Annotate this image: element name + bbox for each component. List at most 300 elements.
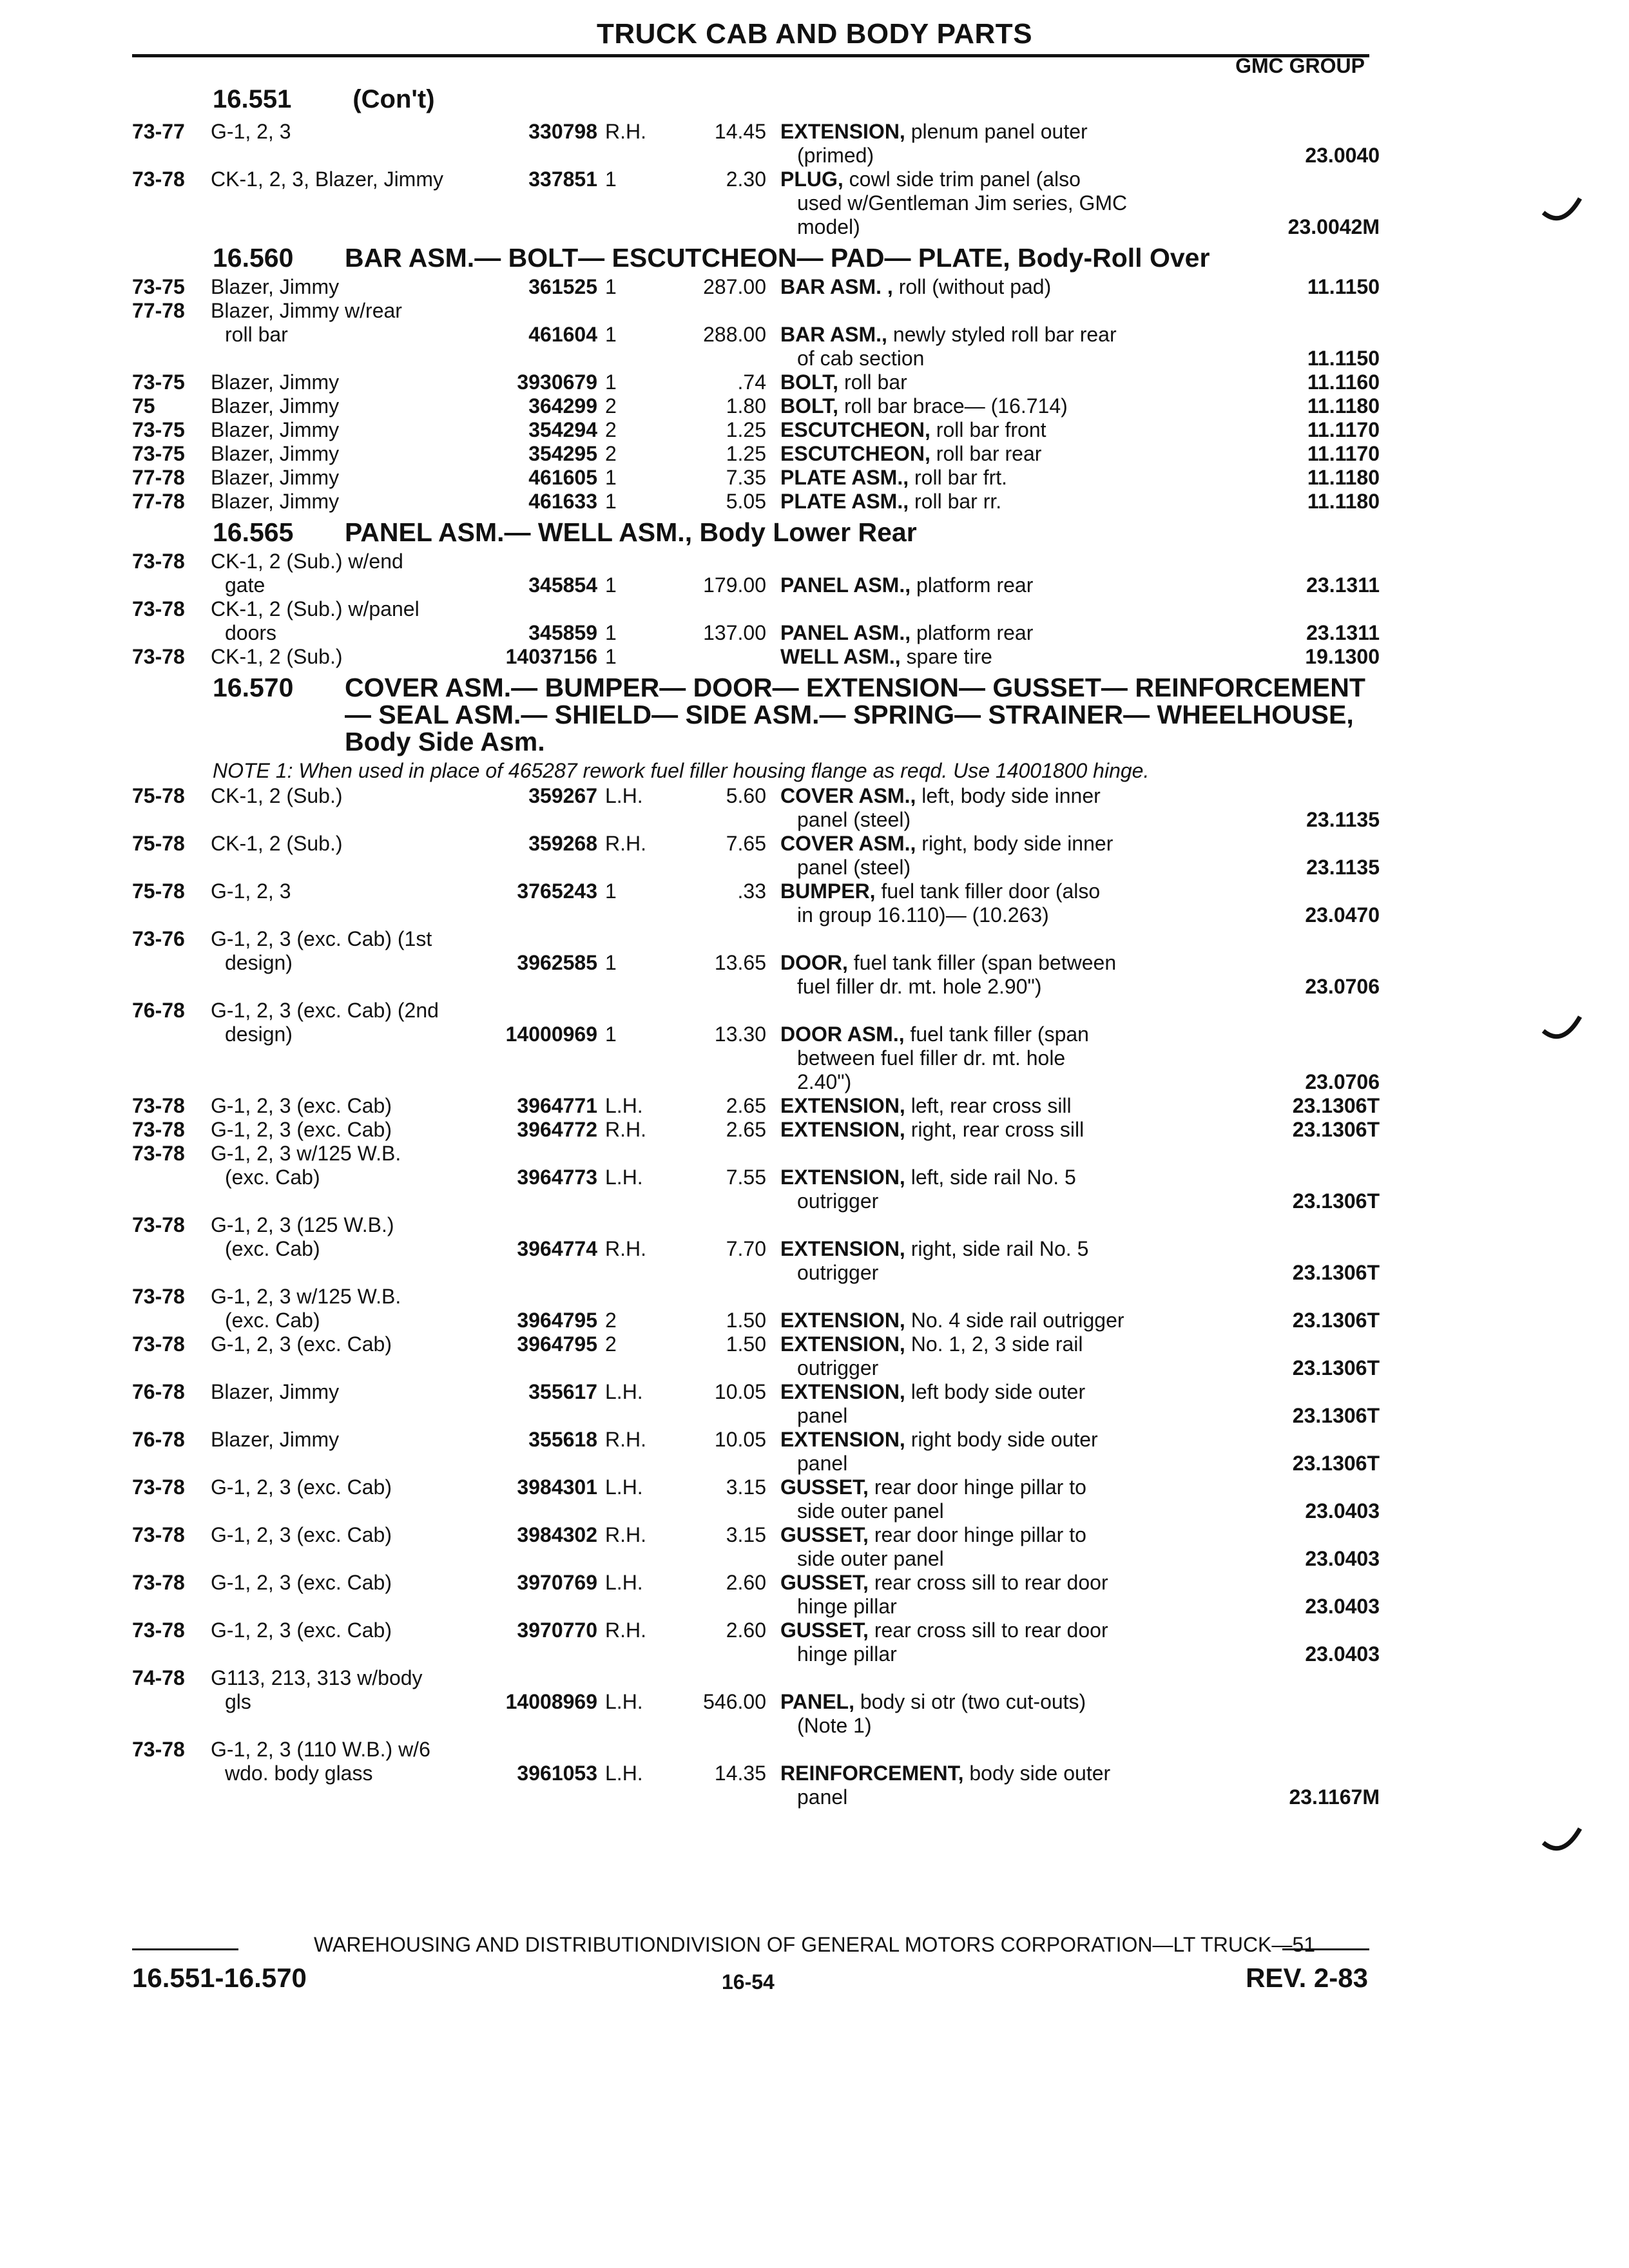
price: 1.25: [726, 442, 766, 465]
part-number: 355617: [528, 1380, 597, 1403]
group-number: 23.1135: [1306, 808, 1380, 831]
group-number-cell: [1206, 1285, 1380, 1332]
quantity-cell: [597, 1380, 664, 1404]
part-number-cell: [494, 1213, 597, 1261]
price: 7.55: [726, 1166, 766, 1189]
group-number: 23.1167M: [1289, 1785, 1380, 1809]
model-application: [211, 1666, 494, 1714]
group-number-cell: [1206, 550, 1380, 597]
quantity-cell: [597, 394, 664, 418]
description-line: right, side rail No. 5: [911, 1237, 1089, 1260]
quantity: L.H.: [605, 1094, 643, 1117]
parts-row: [132, 275, 1380, 299]
parts-row: [132, 597, 1380, 645]
part-number-cell: [494, 1094, 597, 1118]
group-number: 23.0706: [1305, 975, 1380, 998]
model-years: 76-78: [132, 1428, 185, 1451]
quantity: 1: [605, 370, 617, 394]
price: 14.35: [714, 1762, 766, 1785]
part-number-cell: [494, 370, 597, 394]
model-line: gls: [225, 1690, 251, 1713]
parts-list: [132, 120, 1380, 1809]
description-line: fuel filler dr. mt. hole 2.90"): [797, 975, 1042, 998]
description-line: panel (steel): [797, 856, 911, 879]
model-application: [211, 1285, 494, 1332]
part-name: PLUG,: [780, 168, 843, 191]
description-line: rear door hinge pillar to: [874, 1475, 1086, 1499]
description-line: right, rear cross sill: [911, 1118, 1084, 1141]
model-line: Blazer, Jimmy: [211, 418, 340, 441]
part-number: 345859: [528, 621, 597, 644]
part-name: EXTENSION,: [780, 120, 905, 143]
model-line: G-1, 2, 3 (exc. Cab): [211, 1523, 392, 1546]
description: [771, 1666, 1206, 1738]
price-cell: [664, 1332, 771, 1356]
description: [771, 1428, 1206, 1475]
description: [771, 466, 1206, 490]
group-number: 11.1180: [1307, 394, 1380, 418]
quantity: L.H.: [605, 1380, 643, 1403]
part-number-cell: [494, 275, 597, 299]
description: [771, 1571, 1206, 1619]
model-line: doors: [225, 621, 277, 644]
description-line: right, body side inner: [921, 832, 1113, 855]
model-application: [211, 879, 494, 927]
group-number-cell: [1206, 999, 1380, 1094]
description-line: roll bar brace— (16.714): [843, 394, 1068, 418]
group-number: 11.1180: [1307, 466, 1380, 489]
description-line: roll bar rear: [936, 442, 1042, 465]
part-number: 3961053: [517, 1762, 597, 1785]
price: 10.05: [714, 1428, 766, 1451]
part-number-cell: [494, 597, 597, 645]
model-years: 73-75: [132, 370, 185, 394]
group-number-cell: [1206, 418, 1380, 442]
continued-heading: [213, 85, 435, 114]
description: [771, 999, 1206, 1094]
model-years: 73-78: [132, 1738, 185, 1761]
quantity-cell: [597, 879, 664, 903]
group-number-cell: [1206, 370, 1380, 394]
model-application: [211, 1142, 494, 1189]
group-number: 11.1150: [1307, 275, 1380, 298]
model-years: 73-78: [132, 1094, 185, 1117]
quantity: 1: [605, 1023, 617, 1046]
price-cell: [664, 645, 771, 669]
model-line: design): [225, 1023, 293, 1046]
model-application: [211, 1523, 494, 1571]
section-title: PANEL ASM.— WELL ASM., Body Lower Rear: [345, 517, 917, 547]
model-years: 73-75: [132, 418, 185, 441]
part-number: 354294: [528, 418, 597, 441]
part-name: DOOR,: [780, 951, 848, 974]
model-line: G113, 213, 313 w/body: [211, 1666, 423, 1689]
part-name: BOLT,: [780, 394, 839, 418]
quantity-cell: [597, 370, 664, 394]
description-line: side outer panel: [797, 1499, 944, 1523]
model-line: Blazer, Jimmy: [211, 1380, 340, 1403]
model-line: G-1, 2, 3 w/125 W.B.: [211, 1285, 401, 1308]
quantity-cell: [597, 999, 664, 1046]
group-number-cell: [1206, 299, 1380, 370]
description-line: between fuel filler dr. mt. hole: [797, 1046, 1066, 1070]
description-line: roll bar frt.: [914, 466, 1008, 489]
model-application: [211, 1571, 494, 1619]
price-cell: [664, 1523, 771, 1547]
part-number: 14008969: [505, 1690, 597, 1713]
part-name: EXTENSION,: [780, 1309, 905, 1332]
quantity: L.H.: [605, 1571, 643, 1594]
description-line: platform rear: [916, 573, 1034, 597]
price-cell: [664, 879, 771, 903]
model-years: 74-78: [132, 1666, 185, 1689]
continued-section-number: 16.551: [213, 85, 292, 113]
model-application: [211, 168, 494, 239]
part-number: 3964774: [517, 1237, 597, 1260]
model-application: [211, 927, 494, 975]
quantity-cell: [597, 1619, 664, 1642]
parts-row: [132, 490, 1380, 514]
description: [771, 879, 1206, 927]
price: 3.15: [726, 1475, 766, 1499]
model-line: CK-1, 2 (Sub.) w/panel: [211, 597, 419, 620]
price: .33: [737, 879, 766, 903]
model-years: 73-77: [132, 120, 185, 143]
part-number-cell: [494, 418, 597, 442]
description-line: body si otr (two cut-outs): [860, 1690, 1086, 1713]
part-number-cell: [494, 1118, 597, 1142]
model-line: Blazer, Jimmy: [211, 442, 340, 465]
price-cell: [664, 1142, 771, 1189]
description-line: rear cross sill to rear door: [874, 1571, 1108, 1594]
section-note: NOTE 1: When used in place of 465287 rework fuel filler housing flange as reqd. Use 14001800 hinge.: [213, 759, 1150, 782]
model-application: [211, 275, 494, 299]
description-line: roll bar: [843, 370, 907, 394]
quantity: L.H.: [605, 1762, 643, 1785]
group-number: 23.1306T: [1292, 1309, 1380, 1332]
model-years: 76-78: [132, 999, 185, 1022]
group-number: 23.1311: [1306, 573, 1380, 597]
model-line: (exc. Cab): [225, 1237, 320, 1260]
part-name: PLATE ASM.,: [780, 466, 909, 489]
price-cell: [664, 550, 771, 597]
group-number-cell: [1206, 466, 1380, 490]
description-line: in group 16.110)— (10.263): [797, 903, 1049, 927]
part-number: 3964795: [517, 1332, 597, 1356]
description: [771, 490, 1206, 514]
group-number: 23.1306T: [1292, 1118, 1380, 1141]
quantity: R.H.: [605, 1523, 646, 1546]
description-line: roll bar front: [936, 418, 1046, 441]
model-application: [211, 645, 494, 669]
model-application: [211, 466, 494, 490]
price: 14.45: [714, 120, 766, 143]
quantity-cell: [597, 1738, 664, 1785]
description: [771, 168, 1206, 239]
part-name: PLATE ASM.,: [780, 490, 909, 513]
quantity-cell: [597, 1213, 664, 1261]
part-name: BOLT,: [780, 370, 839, 394]
model-application: [211, 1213, 494, 1261]
part-name: GUSSET,: [780, 1523, 869, 1546]
description-line: rear cross sill to rear door: [874, 1619, 1108, 1642]
parts-row: [132, 370, 1380, 394]
price-cell: [664, 999, 771, 1046]
description-line: plenum panel outer: [911, 120, 1088, 143]
model-line: G-1, 2, 3 (exc. Cab): [211, 1619, 392, 1642]
model-application: [211, 1118, 494, 1142]
group-number: 11.1170: [1307, 418, 1380, 441]
parts-row: [132, 1666, 1369, 1738]
description: [771, 784, 1206, 832]
price: 288.00: [703, 323, 766, 346]
price-cell: [664, 1380, 771, 1404]
description-line: panel (steel): [797, 808, 911, 831]
part-name: EXTENSION,: [780, 1118, 905, 1141]
description-line: hinge pillar: [797, 1642, 897, 1666]
model-line: G-1, 2, 3 (exc. Cab): [211, 1571, 392, 1594]
model-line: Blazer, Jimmy: [211, 370, 340, 394]
description-line: left, rear cross sill: [911, 1094, 1072, 1117]
model-line: (exc. Cab): [225, 1166, 320, 1189]
price-cell: [664, 784, 771, 808]
footer-revision: REV. 2-83: [1246, 1963, 1368, 1993]
description: [771, 550, 1206, 597]
part-number-cell: [494, 442, 597, 466]
model-line: Blazer, Jimmy: [211, 1428, 340, 1451]
parts-row: [132, 394, 1380, 418]
section-heading: [132, 519, 1369, 546]
part-number: 3964795: [517, 1309, 597, 1332]
price: 7.70: [726, 1237, 766, 1260]
part-number: 3984301: [517, 1475, 597, 1499]
quantity: R.H.: [605, 120, 646, 143]
quantity: 2: [605, 1332, 617, 1356]
group-number-cell: [1206, 784, 1380, 832]
model-application: [211, 550, 494, 597]
description-line: of cab section: [797, 347, 925, 370]
quantity: R.H.: [605, 832, 646, 855]
group-number-cell: [1206, 1380, 1380, 1428]
description-line: fuel tank filler (span between: [853, 951, 1117, 974]
group-number: 23.1306T: [1292, 1356, 1380, 1379]
part-number-cell: [494, 927, 597, 975]
part-number: 3962585: [517, 951, 597, 974]
part-name: EXTENSION,: [780, 1380, 905, 1403]
margin-tick-mark: [1540, 1012, 1585, 1050]
model-line: G-1, 2, 3 (125 W.B.): [211, 1213, 394, 1236]
price: 1.25: [726, 418, 766, 441]
part-number: 3765243: [517, 879, 597, 903]
quantity-cell: [597, 1428, 664, 1452]
margin-tick-mark: [1540, 193, 1585, 232]
group-number: 23.0403: [1305, 1642, 1380, 1666]
group-number-cell: [1206, 1094, 1380, 1118]
model-years: 73-78: [132, 1118, 185, 1141]
group-number: 11.1150: [1307, 347, 1380, 370]
part-number-cell: [494, 999, 597, 1046]
quantity: 1: [605, 879, 617, 903]
quantity-cell: [597, 168, 664, 191]
parts-row: [132, 442, 1380, 466]
part-number: 3964773: [517, 1166, 597, 1189]
part-number: 3964772: [517, 1118, 597, 1141]
model-line: G-1, 2, 3 (110 W.B.) w/6: [211, 1738, 430, 1761]
model-years: 75: [132, 394, 155, 418]
section-heading: [132, 244, 1369, 271]
price: 13.30: [714, 1023, 766, 1046]
description: [771, 1523, 1206, 1571]
group-number-cell: [1206, 168, 1380, 239]
price: .74: [737, 370, 766, 394]
model-line: Blazer, Jimmy: [211, 466, 340, 489]
part-number: 3964771: [517, 1094, 597, 1117]
parts-row: [132, 832, 1380, 879]
model-line: G-1, 2, 3 w/125 W.B.: [211, 1142, 401, 1165]
footer-page-number: 16-54: [722, 1970, 775, 1994]
price: 3.15: [726, 1523, 766, 1546]
quantity-cell: [597, 784, 664, 808]
description-line: (Note 1): [797, 1714, 872, 1737]
quantity-cell: [597, 1094, 664, 1118]
model-line: design): [225, 951, 293, 974]
part-number: 3984302: [517, 1523, 597, 1546]
section-number: 16.560: [213, 243, 294, 273]
quantity-cell: [597, 466, 664, 490]
group-number: 23.0706: [1305, 1070, 1380, 1093]
model-application: [211, 1428, 494, 1475]
group-number-cell: [1206, 1428, 1380, 1475]
quantity: 1: [605, 951, 617, 974]
quantity-cell: [597, 1142, 664, 1189]
part-number: 14000969: [505, 1023, 597, 1046]
model-years: 73-78: [132, 645, 185, 668]
description-line: platform rear: [916, 621, 1034, 644]
description-line: model): [797, 215, 860, 238]
price-cell: [664, 1475, 771, 1499]
description: [771, 927, 1206, 999]
description-line: outrigger: [797, 1356, 879, 1379]
group-number: 23.0042M: [1287, 215, 1380, 238]
model-application: [211, 1380, 494, 1428]
part-name: PANEL,: [780, 1690, 854, 1713]
price-cell: [664, 275, 771, 299]
group-number-cell: [1206, 879, 1380, 927]
description: [771, 1142, 1206, 1213]
model-application: [211, 999, 494, 1070]
description-line: panel: [797, 1785, 848, 1809]
group-number: 23.0403: [1305, 1595, 1380, 1618]
price: 7.35: [726, 466, 766, 489]
part-number-cell: [494, 1428, 597, 1452]
group-number: 23.1135: [1306, 856, 1380, 879]
quantity: 1: [605, 490, 617, 513]
price: 2.60: [726, 1619, 766, 1642]
parts-row: [132, 1332, 1380, 1380]
part-number-cell: [494, 394, 597, 418]
group-number: 11.1160: [1307, 370, 1380, 394]
parts-row: [132, 1475, 1380, 1523]
price-cell: [664, 466, 771, 490]
model-years: 75-78: [132, 879, 185, 903]
quantity: L.H.: [605, 1475, 643, 1499]
parts-row: [132, 120, 1380, 168]
price-cell: [664, 1738, 771, 1785]
price-cell: [664, 299, 771, 347]
description-line: 2.40"): [797, 1070, 852, 1093]
description-line: left, side rail No. 5: [911, 1166, 1076, 1189]
quantity-cell: [597, 120, 664, 144]
price-cell: [664, 1619, 771, 1642]
part-number-cell: [494, 1523, 597, 1547]
footer-section-range: 16.551-16.570: [132, 1963, 307, 1993]
quantity: 1: [605, 645, 617, 668]
price-cell: [664, 1118, 771, 1142]
model-years: 75-78: [132, 784, 185, 807]
group-number-cell: [1206, 597, 1380, 645]
model-line: CK-1, 2 (Sub.) w/end: [211, 550, 403, 573]
model-years: 73-78: [132, 1332, 185, 1356]
group-number-cell: [1206, 1523, 1380, 1571]
model-years: 73-76: [132, 927, 185, 950]
part-name: COVER ASM.,: [780, 784, 916, 807]
description: [771, 1475, 1206, 1523]
quantity: R.H.: [605, 1428, 646, 1451]
price-cell: [664, 1285, 771, 1332]
part-number-cell: [494, 1619, 597, 1642]
part-name: GUSSET,: [780, 1619, 869, 1642]
model-line: CK-1, 2, 3, Blazer, Jimmy: [211, 168, 443, 191]
part-number: 361525: [528, 275, 597, 298]
price-cell: [664, 1571, 771, 1595]
quantity-cell: [597, 1571, 664, 1595]
group-number: 23.1306T: [1292, 1261, 1380, 1284]
part-number-cell: [494, 645, 597, 669]
model-years: 77-78: [132, 466, 185, 489]
quantity-cell: [597, 418, 664, 442]
section-title: COVER ASM.— BUMPER— DOOR— EXTENSION— GUSSET— REINFORCEMENT— SEAL ASM.— SHIELD— SIDE ASM.— SPRING— STRAINER— WHEELHOUSE, Body Side Asm.: [345, 673, 1365, 756]
quantity: L.H.: [605, 1690, 643, 1713]
model-line: Blazer, Jimmy: [211, 394, 340, 418]
model-application: [211, 490, 494, 514]
price: 287.00: [703, 275, 766, 298]
parts-row: [132, 1142, 1380, 1213]
parts-row: [132, 999, 1380, 1094]
description: [771, 275, 1206, 299]
quantity: 2: [605, 394, 617, 418]
description: [771, 1738, 1206, 1809]
group-number: 23.1306T: [1292, 1452, 1380, 1475]
model-line: G-1, 2, 3: [211, 879, 291, 903]
part-name: BAR ASM. ,: [780, 275, 893, 298]
part-number: 3970769: [517, 1571, 597, 1594]
price: 1.50: [726, 1309, 766, 1332]
description-line: used w/Gentleman Jim series, GMC: [797, 191, 1128, 215]
description: [771, 370, 1206, 394]
model-years: 77-78: [132, 299, 185, 322]
price-cell: [664, 1666, 771, 1714]
model-application: [211, 1619, 494, 1666]
description-line: cowl side trim panel (also: [849, 168, 1081, 191]
part-name: EXTENSION,: [780, 1428, 905, 1451]
model-years: 73-78: [132, 1619, 185, 1642]
part-number: 359268: [528, 832, 597, 855]
quantity-cell: [597, 832, 664, 856]
model-years: 73-78: [132, 168, 185, 191]
section-heading: [132, 674, 1369, 755]
description-line: No. 4 side rail outrigger: [911, 1309, 1124, 1332]
section-number: 16.565: [213, 517, 294, 547]
